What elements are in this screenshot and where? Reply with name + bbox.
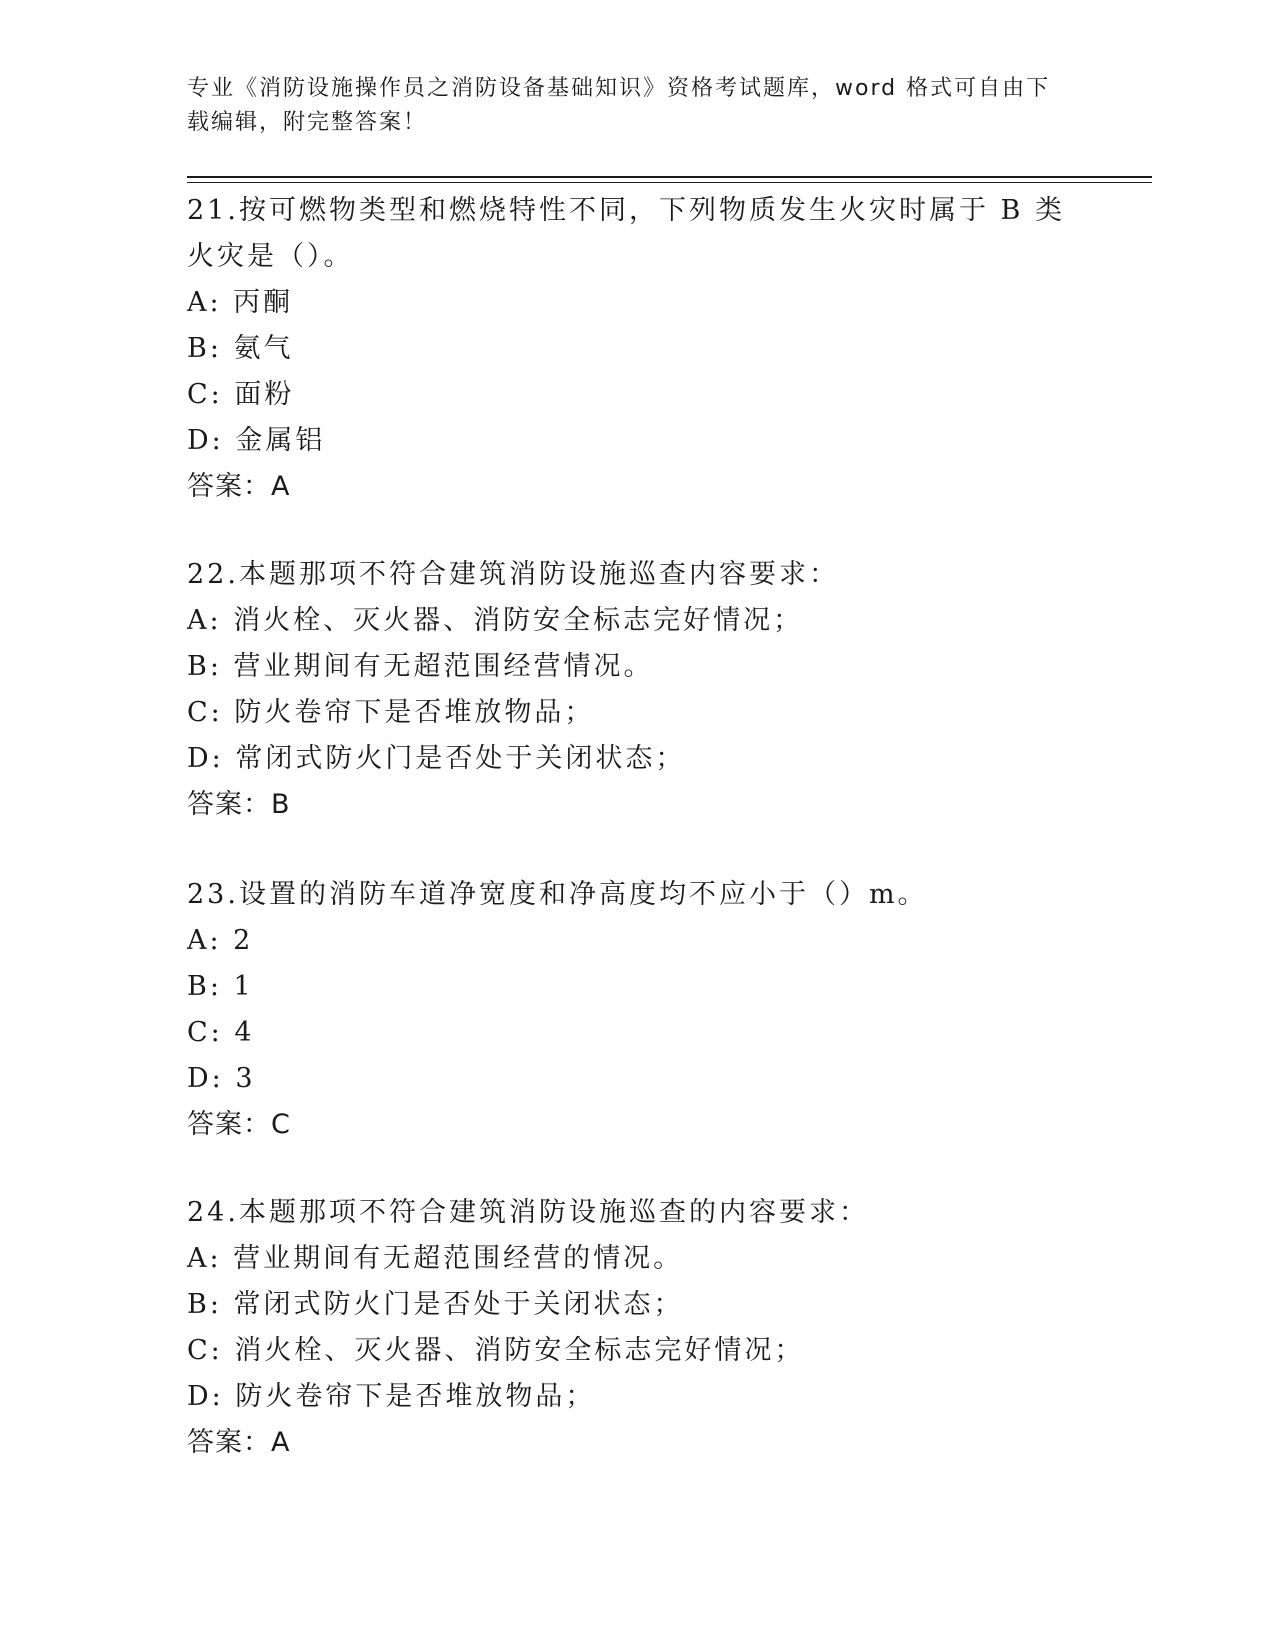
answer-line: 答案：A xyxy=(187,471,291,502)
question-stem: 22.本题那项不符合建筑消防设施巡查内容要求： xyxy=(187,559,839,590)
question-stem: 23.设置的消防车道净宽度和净高度均不应小于（）m。 xyxy=(187,879,928,910)
question-21 xyxy=(187,188,1087,510)
option-c: C: 面粉 xyxy=(187,379,295,410)
document-header xyxy=(187,72,1087,140)
question-23 xyxy=(187,872,1087,1148)
option-b: B: 氨气 xyxy=(187,333,294,364)
header-line-2: 载编辑，附完整答案！ xyxy=(187,110,428,135)
option-a: A: 丙酮 xyxy=(187,287,294,318)
question-24 xyxy=(187,1190,1087,1466)
answer-line: 答案：B xyxy=(187,789,291,820)
option-d: D: 3 xyxy=(187,1063,256,1094)
option-b: B: 营业期间有无超范围经营情况。 xyxy=(187,651,654,682)
option-a: A: 2 xyxy=(187,925,254,956)
option-c: C: 消火栓、灭火器、消防安全标志完好情况； xyxy=(187,1335,805,1366)
question-stem: 24.本题那项不符合建筑消防设施巡查的内容要求： xyxy=(187,1197,869,1228)
header-rule-thin xyxy=(187,182,1152,183)
option-d: D: 金属铝 xyxy=(187,425,326,456)
option-b: B: 1 xyxy=(187,971,254,1002)
option-a: A: 消火栓、灭火器、消防安全标志完好情况； xyxy=(187,605,804,636)
option-c: C: 4 xyxy=(187,1017,255,1048)
question-22 xyxy=(187,552,1087,828)
header-line-1: 专业《消防设施操作员之消防设备基础知识》资格考试题库，word 格式可自由下 xyxy=(187,76,1051,101)
answer-line: 答案：A xyxy=(187,1427,291,1458)
option-d: D: 常闭式防火门是否处于关闭状态； xyxy=(187,743,686,774)
question-stem: 21.按可燃物类型和燃烧特性不同，下列物质发生火灾时属于 B 类火灾是（）。 xyxy=(187,195,1065,272)
header-rule-thick xyxy=(187,176,1152,178)
option-b: B: 常闭式防火门是否处于关闭状态； xyxy=(187,1289,684,1320)
option-a: A: 营业期间有无超范围经营的情况。 xyxy=(187,1243,684,1274)
answer-line: 答案：C xyxy=(187,1109,291,1140)
option-c: C: 防火卷帘下是否堆放物品； xyxy=(187,697,595,728)
option-d: D: 防火卷帘下是否堆放物品； xyxy=(187,1381,596,1412)
